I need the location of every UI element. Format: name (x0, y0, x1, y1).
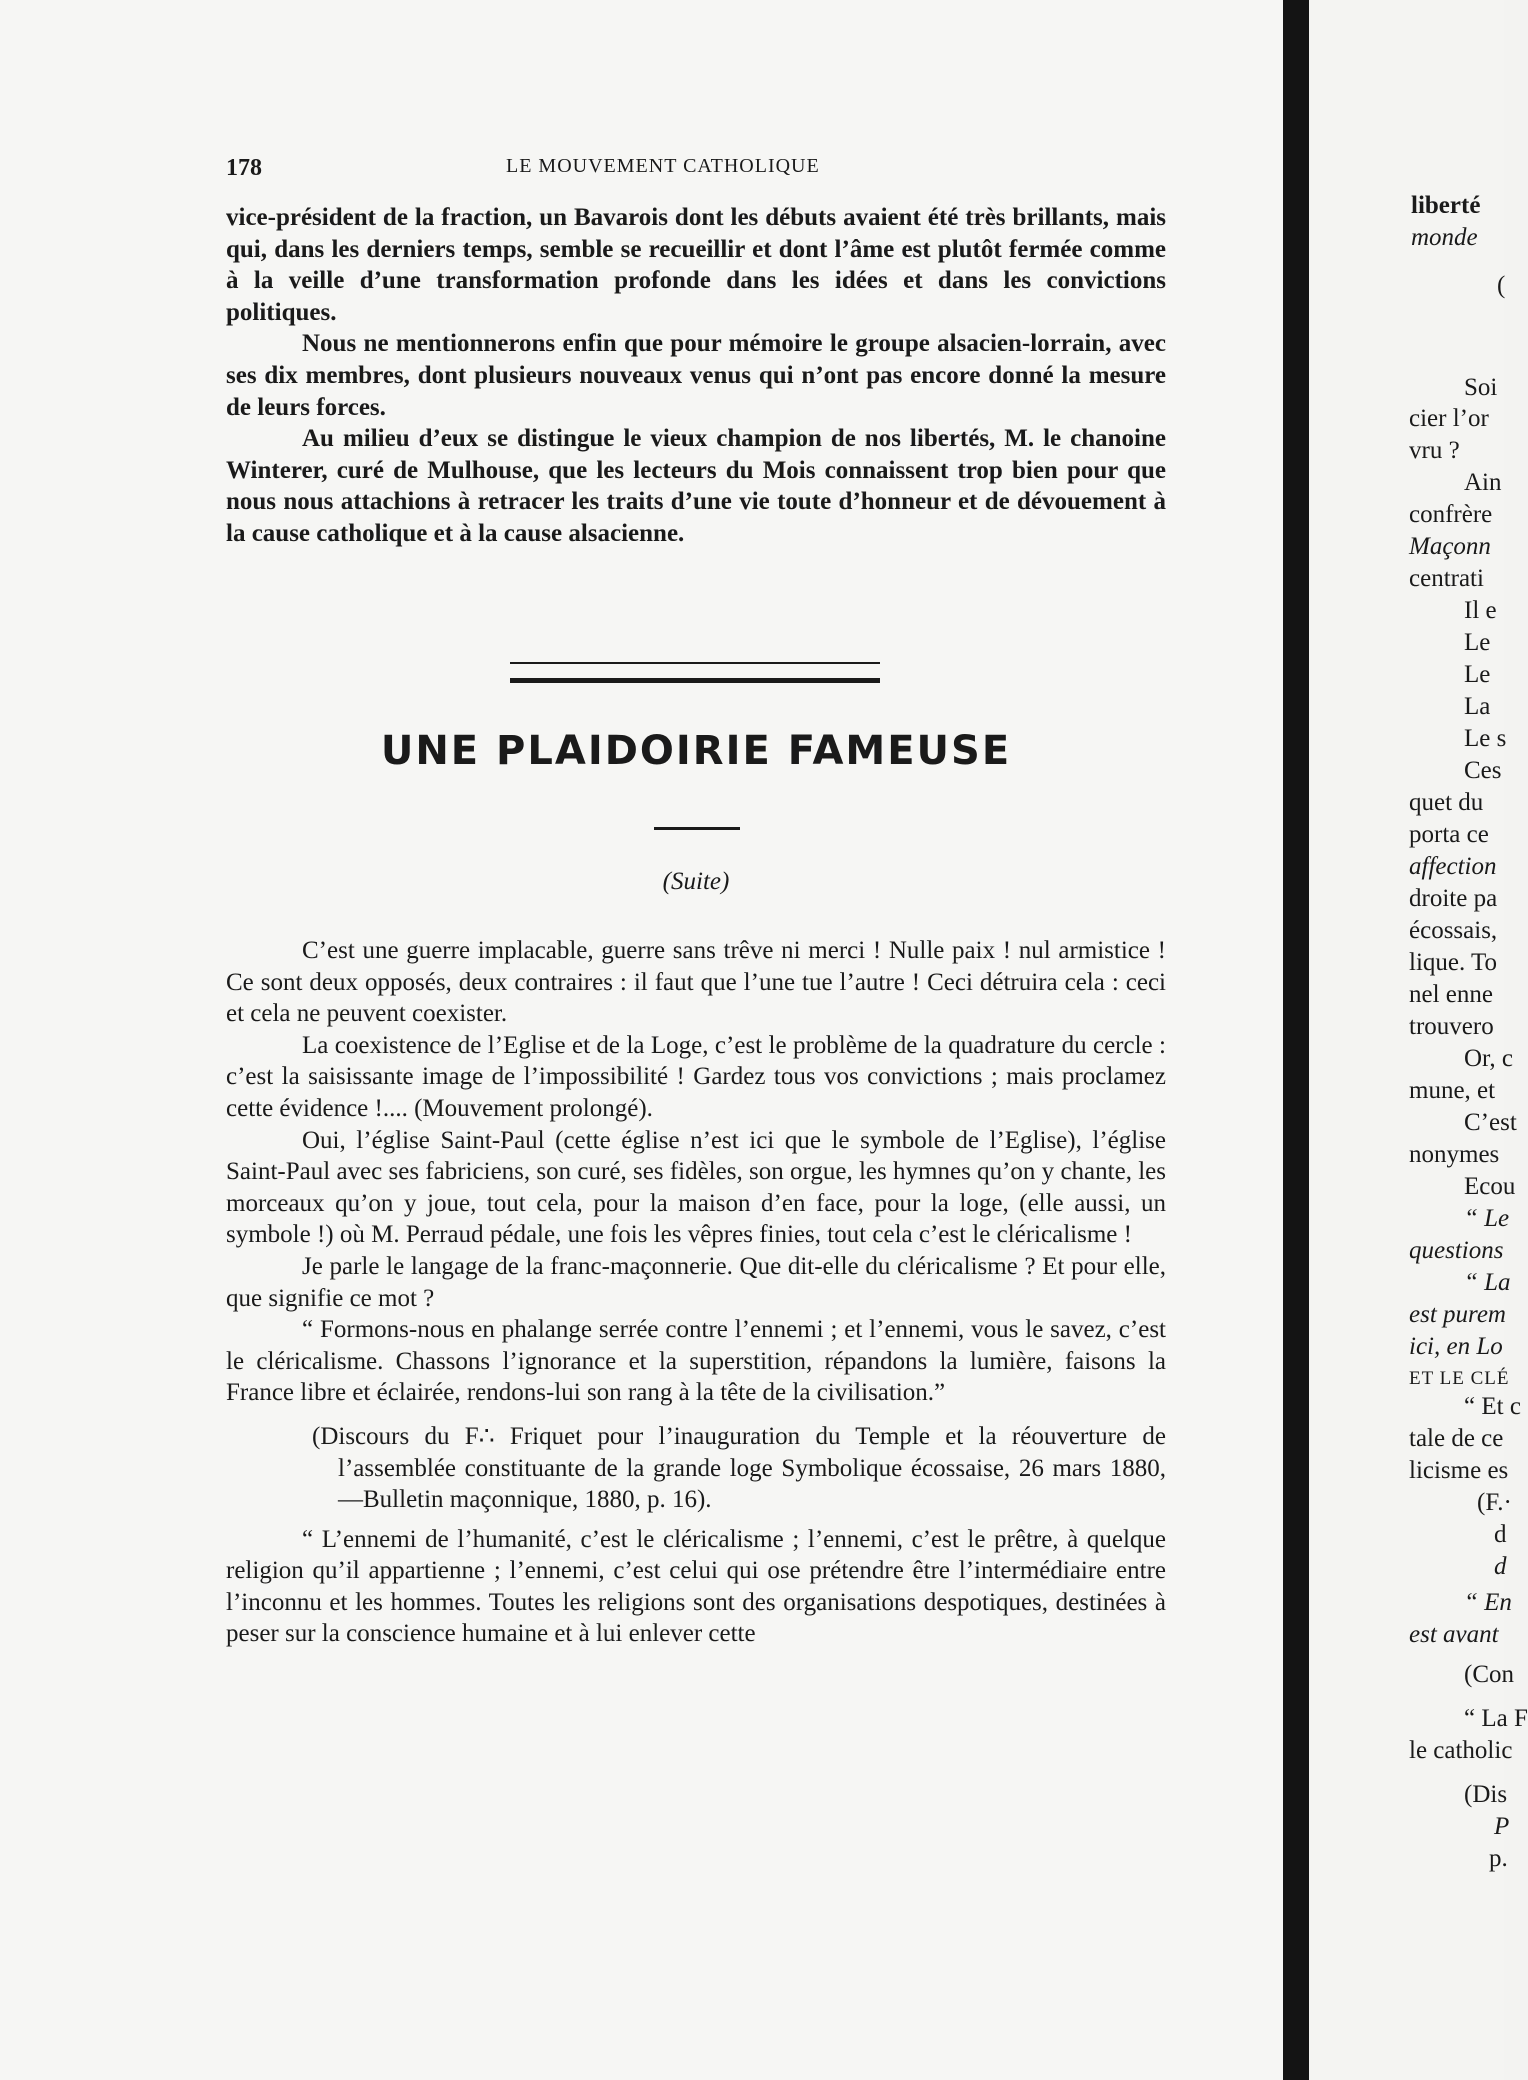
right-line: licisme es (1409, 1457, 1509, 1484)
right-line: ET LE CLÉ (1409, 1368, 1510, 1389)
paragraph-coexistence: La coexistence de l’Eglise et de la Loge, c’est le problème de la quadrature du cercle : c’est la saisissante image de l’impossibilité ! Gardez tous vos convictions ; mais proclamez cette évidence !.... (Mouvement prolongé). (226, 1031, 1166, 1122)
page-number: 178 (226, 155, 262, 181)
right-line: cier l’or (1409, 405, 1489, 432)
article-subtitle: (Suite) (662, 868, 730, 895)
right-line: est avant (1409, 1621, 1499, 1648)
right-line: Le s (1464, 725, 1507, 752)
right-line: p. (1489, 1845, 1508, 1872)
paragraph-ennemi: “ L’ennemi de l’humanité, c’est le cléricalisme ; l’ennemi, c’est le prêtre, à quelque religion qu’il appartienne ; l’ennemi, c’est celui qui ose prétendre être l’intermédiaire entre l’inconnu et les hommes. Toutes les religions sont des organisations despotiques, destinées à peser sur la conscience humaine et à lui enlever cette (226, 1525, 1166, 1648)
book-gutter (1283, 0, 1309, 2080)
right-line: Soi (1464, 374, 1498, 401)
right-line: d (1494, 1521, 1507, 1548)
top-section (226, 202, 1166, 550)
paragraph-langage: Je parle le langage de la franc-maçonnerie. Que dit-elle du cléricalisme ? Et pour elle, que signifie ce mot ? (226, 1252, 1166, 1312)
right-line: (Dis (1464, 1781, 1508, 1808)
right-line: monde (1411, 224, 1478, 251)
right-line: vru ? (1409, 437, 1460, 464)
right-line: La (1464, 693, 1491, 720)
paragraph-alsacien-lorrain: Nous ne mentionnerons enfin que pour mémoire le groupe alsacien-lorrain, avec ses dix membres, dont plusieurs nouveaux venus qui n’ont pas encore donné la mesure de leurs forces. (226, 330, 1166, 421)
right-line: est purem (1409, 1301, 1506, 1328)
right-line: Le (1464, 629, 1491, 656)
right-line: C’est (1464, 1109, 1517, 1136)
right-line: droite pa (1409, 885, 1498, 912)
right-line: affection (1409, 853, 1497, 880)
right-line: d (1494, 1553, 1507, 1580)
paragraph-guerre: C’est une guerre implacable, guerre sans trêve ni merci ! Nulle paix ! nul armistice ! Ce sont deux opposés, deux contraires : il faut que l’une tue l’autre ! Ceci détruira cela : ceci et cela ne peuvent coexister. (226, 937, 1166, 1028)
right-line: Or, c (1464, 1045, 1513, 1072)
right-line: écossais, (1409, 917, 1498, 944)
right-line: questions (1409, 1237, 1504, 1264)
page-header (226, 155, 1166, 189)
citation-friquet: (Discours du F∴ Friquet pour l’inauguration du Temple et la réouverture de l’assemblée constituante de la grande loge Symbolique écossaise, 26 mars 1880,—Bulletin maçonnique, 1880, p. 16). (312, 1422, 1166, 1514)
article-body (226, 935, 1166, 1650)
right-line: Maçonn (1409, 533, 1491, 560)
right-line: Ecou (1464, 1173, 1516, 1200)
right-line: Il e (1464, 597, 1497, 624)
right-line: confrère (1409, 501, 1493, 528)
right-line: liberté (1411, 192, 1481, 219)
paragraph-winterer: Au milieu d’eux se distingue le vieux champion de nos libertés, M. le chanoine Winterer, curé de Mulhouse, que les lecteurs du Mois connaissent trop bien pour que nous nous attachions à retracer les traits d’une vie toute d’honneur et de dévouement à la cause catholique et à la cause alsacienne. (226, 425, 1166, 547)
right-line: “ Le (1464, 1205, 1510, 1232)
paragraph-formons-nous: “ Formons-nous en phalange serrée contre l’ennemi ; et l’ennemi, vous le savez, c’est le cléricalisme. Chassons l’ignorance et la superstition, répandons la lumière, faisons la France libre et éclairée, rendons-lui son rang à la tête de la civilisation.” (226, 1316, 1166, 1407)
right-line: Le (1464, 661, 1491, 688)
right-line: “ Et c (1464, 1393, 1521, 1420)
right-line: porta ce (1409, 821, 1489, 848)
right-line: le catholic (1409, 1737, 1513, 1764)
right-line: trouvero (1409, 1013, 1494, 1040)
right-line: tale de ce (1409, 1425, 1504, 1452)
right-line: “ En (1464, 1589, 1512, 1616)
right-line: Ces (1464, 757, 1502, 784)
right-line: nel enne (1409, 981, 1493, 1008)
right-line: ici, en Lo (1409, 1333, 1503, 1360)
right-line: (F.· (1477, 1489, 1512, 1516)
title-rule (654, 827, 740, 830)
right-line: ( (1497, 272, 1506, 299)
right-page (1309, 0, 1528, 2080)
right-line: “ La F (1464, 1705, 1528, 1732)
paragraph-saint-paul: Oui, l’église Saint-Paul (cette église n’est ici que le symbole de l’Eglise), l’église Saint-Paul avec ses fabriciens, son curé, ses fidèles, son orgue, les hymnes qu’on y chante, les morceaux qu’on y joue, tout cela, pour la maison d’en face, pour la loge, (elle aussi, un symbole !) où M. Perraud pédale, une fois les vêpres finies, tout cela c’est le cléricalisme ! (226, 1126, 1166, 1249)
right-line: quet du (1409, 789, 1484, 816)
right-line: nonymes (1409, 1141, 1500, 1168)
right-line: P (1494, 1813, 1510, 1840)
right-line: mune, et (1409, 1077, 1496, 1104)
running-title: LE MOUVEMENT CATHOLIQUE (506, 155, 820, 177)
section-divider (510, 662, 880, 683)
right-line: “ La (1464, 1269, 1511, 1296)
right-line: (Con (1464, 1661, 1514, 1688)
right-line: Ain (1464, 469, 1502, 496)
right-line: lique. To (1409, 949, 1498, 976)
article-title: UNE PLAIDOIRIE FAMEUSE (380, 728, 1012, 774)
paragraph-fraction: vice-président de la fraction, un Bavarois dont les débuts avaient été très brillants, mais qui, dans les derniers temps, semble se recueillir et dont l’âme est plutôt fermée comme à la veille d’une transformation profonde dans les idées et dans les convictions politiques. (226, 204, 1166, 326)
right-line: centrati (1409, 565, 1484, 592)
